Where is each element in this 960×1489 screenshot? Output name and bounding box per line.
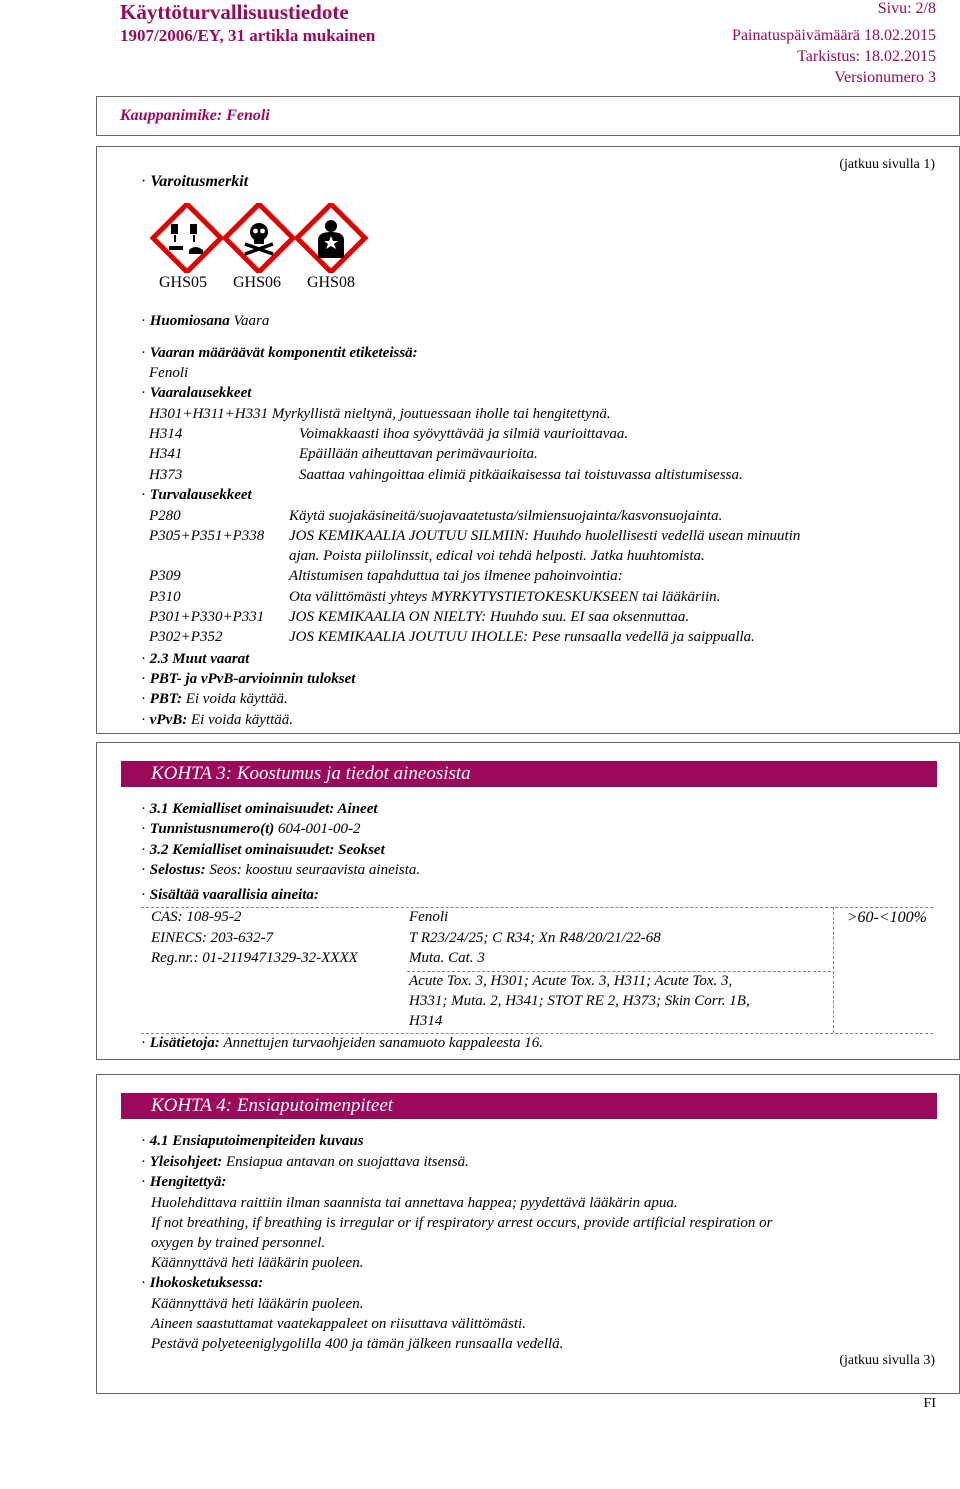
skin-contact-text: Käännyttävä heti lääkärin puoleen. (151, 1296, 364, 1312)
h-text: Voimakkaasti ihoa syövyttävää ja silmiä vaurioittavaa. (299, 426, 629, 442)
p-text: Käytä suojakäsineitä/suojavaatetusta/silmiensuojainta/kasvonsuojainta. (289, 508, 723, 524)
p-text: JOS KEMIKAALIA JOUTUU SILMIIN: Huuhdo huolellisesti vedellä usean minuutin (289, 528, 801, 544)
muta-class: Muta. Cat. 3 (409, 950, 485, 966)
skull-crossbones-icon (225, 204, 293, 272)
skin-contact-heading: · Ihokosketuksessa: (141, 1275, 264, 1291)
concentration: >60-<100% (846, 909, 927, 926)
skin-contact-text: Aineen saastuttamat vaatekappaleet on riisuttava välittömästi. (151, 1316, 526, 1332)
pictogram-code-ghs05: GHS05 (159, 274, 208, 291)
clp-classification: Acute Tox. 3, H301; Acute Tox. 3, H311; Acute Tox. 3, (409, 973, 733, 989)
inhalation-heading: · Hengitettyä: (141, 1174, 227, 1190)
pbt-row: · PBT: Ei voida käyttää. (141, 691, 288, 707)
reg-number: Reg.nr.: 01-2119471329-32-XXXX (151, 950, 358, 966)
p-code: P280 (149, 508, 181, 524)
revision-date: Tarkistus: 18.02.2015 (797, 48, 936, 65)
clp-classification: H331; Muta. 2, H341; STOT RE 2, H373; Skin Corr. 1B, (409, 993, 750, 1009)
p-text: Ota välittömästi yhteys MYRKYTYSTIETOKESKUKSEEN tai lääkäriin. (289, 589, 721, 605)
warning-signs-heading: · Varoitusmerkit (141, 173, 249, 190)
h-text: Epäillään aiheuttavan perimävaurioita. (299, 446, 538, 462)
inhalation-text: If not breathing, if breathing is irregular or if respiratory arrest occurs, provide artificial respiration or (151, 1215, 773, 1231)
h-statements-heading: · Vaaralausekkeet (141, 385, 252, 401)
trade-name-box (96, 96, 960, 136)
continued-from: (jatkuu sivulla 1) (839, 157, 935, 172)
section3-title: KOHTA 3: Koostumus ja tiedot aineosista (151, 763, 471, 784)
hazardous-heading: · Sisältää vaarallisia aineita: (141, 887, 319, 903)
p-code: P305+P351+P338 (149, 528, 265, 544)
section3-box (96, 742, 960, 1060)
section4-box (96, 1074, 960, 1394)
h-code: H314 (149, 426, 183, 442)
inhalation-text: Käännyttävä heti lääkärin puoleen. (151, 1255, 364, 1271)
old-classification: T R23/24/25; C R34; Xn R48/20/21/22-68 (409, 930, 661, 946)
section4-title: KOHTA 4: Ensiaputoimenpiteet (151, 1095, 394, 1116)
s41-heading: · 4.1 Ensiaputoimenpiteiden kuvaus (141, 1133, 364, 1149)
continued-to: (jatkuu sivulla 3) (839, 1353, 935, 1368)
pictogram-code-ghs08: GHS08 (307, 274, 356, 291)
page-number: Sivu: 2/8 (877, 0, 936, 17)
signal-word: Vaara (233, 313, 270, 329)
inhalation-text: Huolehdittava raittiin ilman saannista tai annettava happea; pyydettävä lääkärin apua. (151, 1195, 678, 1211)
id-row: · Tunnistusnumero(t) 604-001-00-2 (141, 821, 361, 837)
pictograms (149, 203, 369, 273)
pbt-heading: · PBT- ja vPvB-arvioinnin tulokset (141, 671, 356, 687)
language-code: FI (923, 1396, 936, 1411)
signal-word-row: · Huomiosana Vaara (141, 313, 270, 329)
p-text: JOS KEMIKAALIA JOUTUU IHOLLE: Pese runsaalla vedellä ja saippualla. (289, 629, 755, 645)
h-combined: H301+H311+H331 Myrkyllistä nieltynä, joutuessaan iholle tai hengitettynä. (149, 406, 611, 422)
clp-classification: H314 (409, 1013, 443, 1029)
table-mid-rule (407, 971, 831, 972)
extra-info-row: · Lisätietoja: Annettujen turvaohjeiden sanamuoto kappaleesta 16. (141, 1035, 544, 1051)
einecs-number: EINECS: 203-632-7 (151, 930, 274, 946)
skin-contact-text: Pestävä polyeteeniglygolilla 400 ja tämän jälkeen runsaalla vedellä. (151, 1336, 564, 1352)
s32-heading: · 3.2 Kemialliset ominaisuudet: Seokset (141, 842, 385, 858)
cas-number: CAS: 108-95-2 (151, 909, 242, 925)
s31-heading: · 3.1 Kemialliset ominaisuudet: Aineet (141, 801, 378, 817)
print-date: Painatuspäivämäärä 18.02.2015 (732, 27, 936, 44)
corrosion-icon (153, 204, 221, 272)
trade-name: Kauppanimike: Fenoli (120, 107, 270, 124)
other-hazards-heading: · 2.3 Muut vaarat (141, 651, 250, 667)
section2-box (96, 146, 960, 734)
p-code: P309 (149, 568, 181, 584)
h-code: H341 (149, 446, 183, 462)
table-bottom-rule (141, 1033, 933, 1034)
p-text-cont: ajan. Poista piilolinssit, edical voi tehdä helposti. Jatka huuhtomista. (289, 548, 705, 564)
p-code: P301+P330+P331 (149, 609, 265, 625)
table-column-rule (833, 907, 835, 1033)
component-name: Fenoli (149, 365, 189, 381)
regulation-label: 1907/2006/EY, 31 artikla mukainen (120, 26, 376, 45)
document-title: Käyttöturvallisuustiedote (120, 0, 349, 24)
section3-title-bar (121, 761, 937, 787)
general-row: · Yleisohjeet: Ensiapua antavan on suojattava itsensä. (141, 1154, 469, 1170)
vpvb-row: · vPvB: Ei voida käyttää. (141, 712, 294, 728)
h-code: H373 (149, 467, 183, 483)
p-statements-heading: · Turvalausekkeet (141, 487, 252, 503)
p-text: JOS KEMIKAALIA ON NIELTY: Huuhdo suu. EI saa oksennuttaa. (289, 609, 690, 625)
p-text: Altistumisen tapahduttua tai jos ilmenee pahoinvointia: (289, 568, 623, 584)
table-top-rule (141, 907, 933, 908)
substance-name: Fenoli (409, 909, 449, 925)
health-hazard-icon (297, 204, 365, 272)
section4-title-bar (121, 1093, 937, 1119)
p-code: P310 (149, 589, 181, 605)
pictogram-code-ghs06: GHS06 (233, 274, 282, 291)
inhalation-text: oxygen by trained personnel. (151, 1235, 326, 1251)
version-number: Versionumero 3 (834, 69, 936, 86)
p-code: P302+P352 (149, 629, 223, 645)
h-text: Saattaa vahingoittaa elimiä pitkäaikaisessa tai toistuvassa altistumisessa. (299, 467, 743, 483)
components-heading: · Vaaran määräävät komponentit etiketeissä: (141, 345, 418, 361)
description-row: · Selostus: Seos: koostuu seuraavista aineista. (141, 862, 421, 878)
